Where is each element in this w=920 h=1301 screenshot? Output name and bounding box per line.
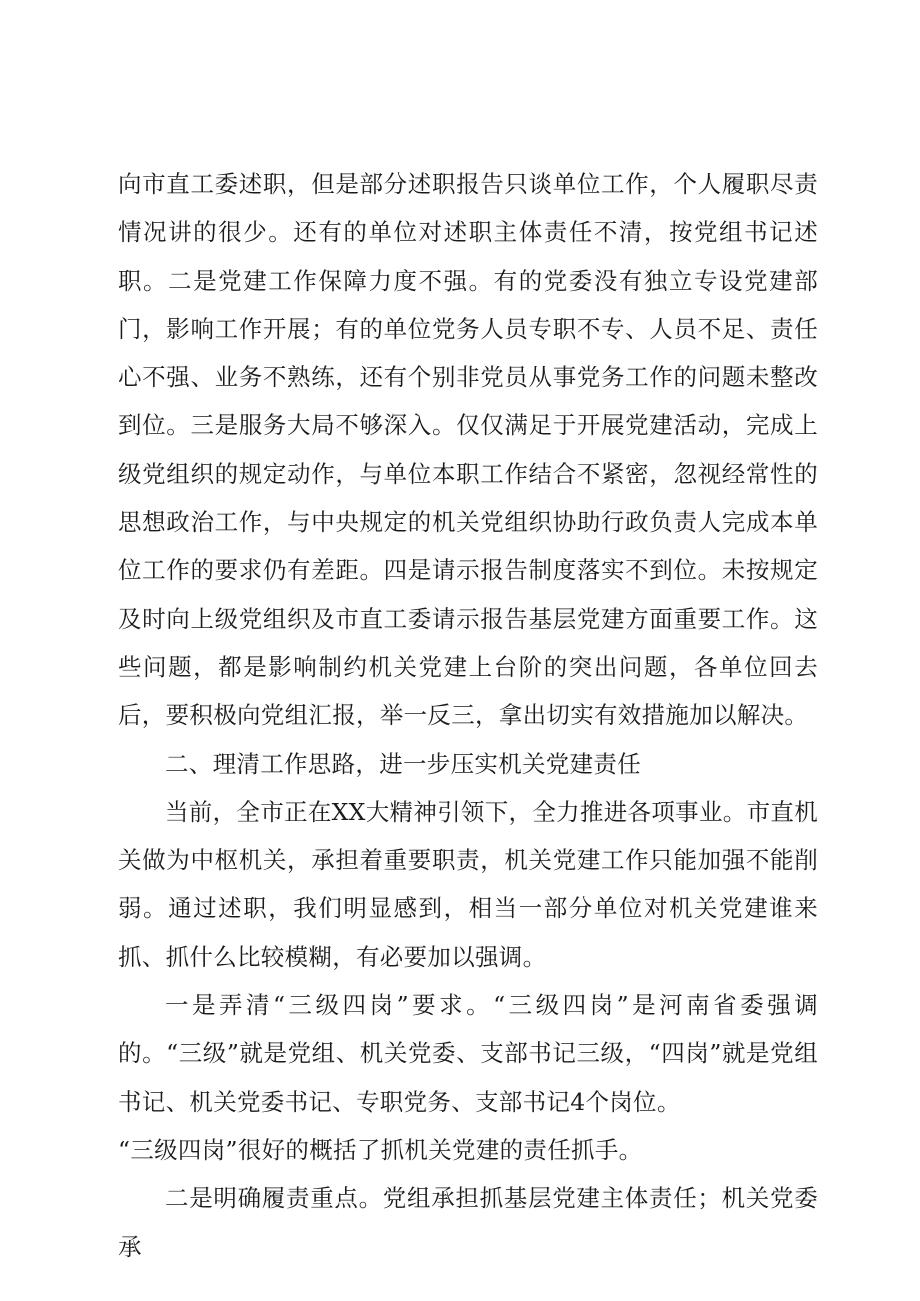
section-heading-2: 二、理清工作思路，进一步压实机关党建责任	[165, 749, 641, 778]
paragraph-summary-line: “三级四岗”很好的概括了抓机关党建的责任抓手。	[118, 1135, 643, 1164]
paragraph-current-situation: 当前，全市正在XX大精神引领下，全力推进各项事业。市直机关做为中枢机关，承担着重要职责，机关党建工作只能加强不能削弱。通过述职，我们明显感到，相当一部分单位对机关党建谁来抓、抓什么比较模糊，有必要加以强调。	[118, 797, 818, 971]
document-body	[118, 160, 818, 1271]
paragraph-responsibilities: 二是明确履责重点。党组承担抓基层党建主体责任；机关党委承	[118, 1184, 818, 1261]
paragraph-problems-continued: 向市直工委述职，但是部分述职报告只谈单位工作，个人履职尽责情况讲的很少。还有的单位对述职主体责任不清，按党组书记述职。二是党建工作保障力度不强。有的党委没有独立专设党建部门，影响工作开展；有的单位党务人员专职不专、人员不足、责任心不强、业务不熟练，还有个别非党员从事党务工作的问题未整改到位。三是服务大局不够深入。仅仅满足于开展党建活动，完成上级党组织的规定动作，与单位本职工作结合不紧密，忽视经常性的思想政治工作，与中央规定的机关党组织协助行政负责人完成本单位工作的要求仍有差距。四是请示报告制度落实不到位。未按规定及时向上级党组织及市直工委请示报告基层党建方面重要工作。这些问题，都是影响制约机关党建上台阶的突出问题，各单位回去后，要积极向党组汇报，举一反三，拿出切实有效措施加以解决。	[118, 170, 818, 730]
paragraph-three-levels-four-posts: 一是弄清“三级四岗”要求。“三级四岗”是河南省委强调的。“三级”就是党组、机关党委、支部书记三级，“四岗”就是党组书记、机关党委书记、专职党务、支部书记4个岗位。	[118, 991, 818, 1116]
